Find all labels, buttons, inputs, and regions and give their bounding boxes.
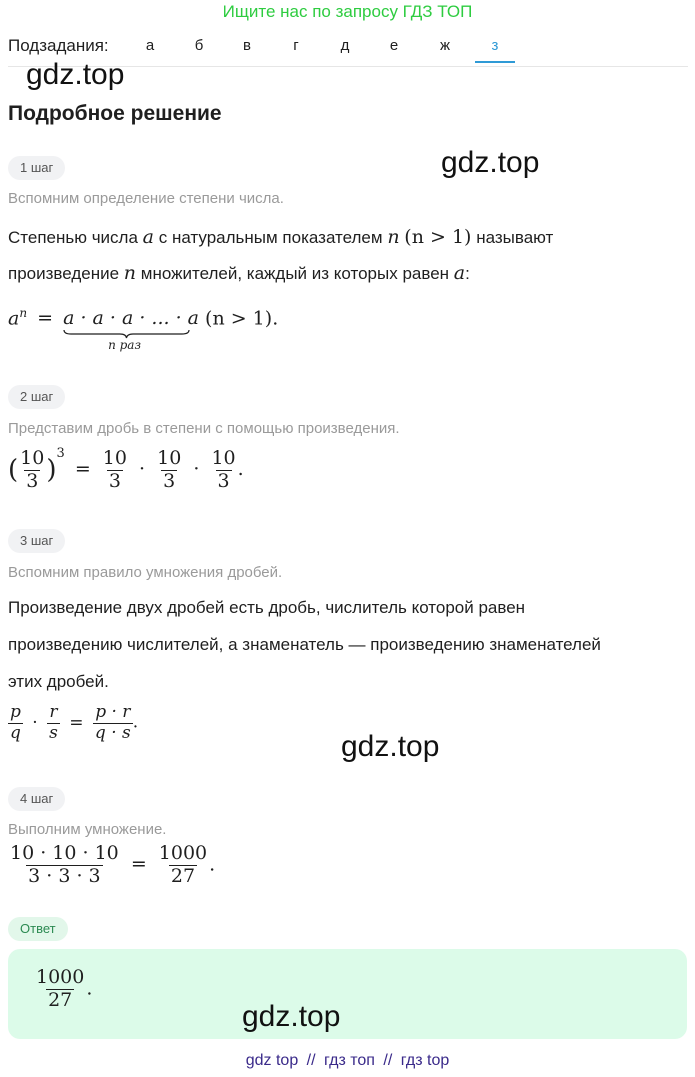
watermark: gdz.top — [242, 1000, 341, 1033]
watermark: gdz.top — [441, 146, 540, 179]
subtasks-label: Подзадания: — [8, 36, 109, 55]
page-title: Подробное решение — [8, 102, 222, 125]
subtask-tab-v[interactable]: в — [243, 37, 251, 54]
math-condition: (n > 1) — [404, 226, 472, 248]
step-hint: Выполним умножение. — [8, 821, 167, 838]
fraction-multiply-rule: $\frac{p}{q}$ · $\frac{r}{s}$ = $\frac{p \cdot r}{q \cdot s}$ . — [10, 702, 139, 743]
math-a: a — [142, 226, 154, 248]
subtask-tab-e[interactable]: е — [389, 37, 399, 54]
step-text: произведению числителей, а знаменатель — произведению знаменателей — [8, 635, 601, 654]
step-hint: Представим дробь в степени с помощью произведения. — [8, 420, 400, 437]
fraction-power-formula: ( $\frac{10}{3}$ )$^3$ = $\frac{10}{3}$ · $\frac{10}{3}$ · $\frac{10}{3}$ . — [8, 446, 244, 492]
math-n: n — [123, 262, 137, 284]
step-hint: Вспомним правило умножения дробей. — [8, 564, 283, 581]
subtask-tab-a[interactable]: а — [145, 37, 155, 54]
answer-badge: Ответ — [8, 917, 68, 941]
step-text: Произведение двух дробей есть дробь, числитель которой равен — [8, 598, 526, 617]
power-definition-formula: $a^n = a \cdot a \cdot a$ · ... · a n раз (n > 1). — [8, 306, 279, 353]
answer-box — [8, 949, 687, 1039]
footer-separator: // — [306, 1052, 316, 1069]
step-badge: 3 шаг — [8, 529, 65, 553]
footer-links — [0, 1052, 695, 1070]
subtask-tab-b[interactable]: б — [194, 37, 204, 54]
footer-separator: // — [383, 1052, 393, 1069]
footer-link[interactable]: гдз top — [400, 1052, 450, 1069]
subtask-tab-zh[interactable]: ж — [439, 37, 451, 54]
subtask-tab-z[interactable]: з — [475, 37, 515, 63]
subtask-tab-g[interactable]: г — [293, 37, 299, 54]
step-badge: 4 шаг — [8, 787, 65, 811]
search-banner: Ищите нас по запросу ГДЗ ТОП — [222, 2, 473, 21]
answer-formula: $\frac{1000}{27}$ . — [36, 966, 93, 1011]
step-badge: 1 шаг — [8, 156, 65, 180]
step-text: произведение n множителей, каждый из которых равен a: — [8, 262, 470, 284]
step-hint: Вспомним определение степени числа. — [8, 190, 284, 207]
footer-link[interactable]: gdz top — [245, 1052, 299, 1069]
step-text: Степенью числа a с натуральным показателем n (n > 1) называют — [8, 226, 554, 248]
math-n: n — [387, 226, 400, 248]
step-text: этих дробей. — [8, 672, 109, 691]
subtask-tab-d[interactable]: д — [340, 37, 350, 54]
step-badge: 2 шаг — [8, 385, 65, 409]
watermark: gdz.top — [26, 58, 125, 91]
underbrace-group: a · a · a · ... · a n раз — [63, 307, 199, 353]
math-a: a — [453, 262, 466, 284]
multiplication-formula: $\frac{10 \cdot 10 \cdot 10}{3 \cdot 3 \cdot 3}$ = $\frac{1000}{27}$ . — [10, 842, 216, 887]
footer-link[interactable]: гдз топ — [324, 1052, 375, 1069]
watermark: gdz.top — [341, 730, 440, 763]
